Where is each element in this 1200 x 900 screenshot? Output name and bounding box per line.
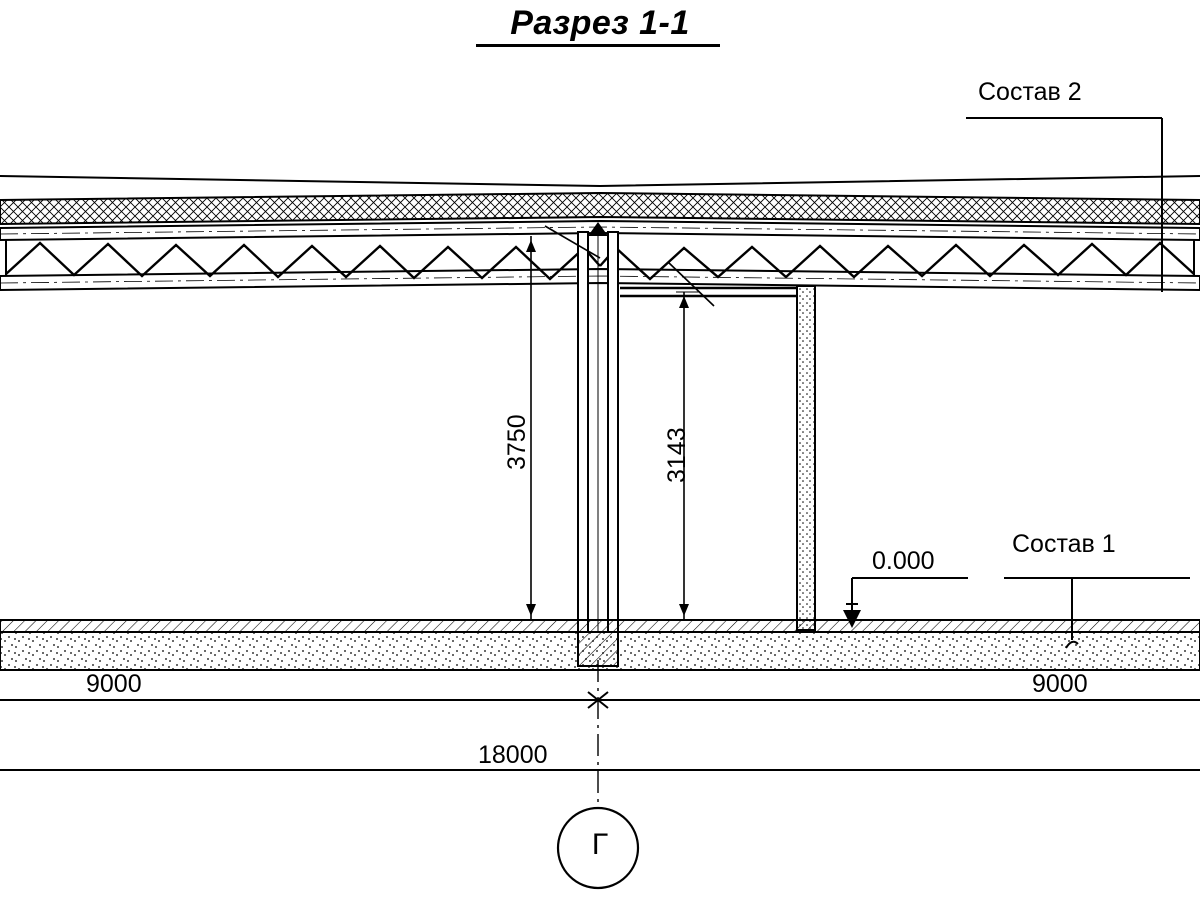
dimension-span-right: 9000 bbox=[1032, 670, 1088, 698]
roof-structure-note: Состав 2 bbox=[978, 78, 1082, 106]
dimension-height-to-eaves: 3143 bbox=[663, 427, 691, 483]
axis-bubble-label: Г bbox=[591, 828, 609, 861]
floor-structure-note: Состав 1 bbox=[1012, 530, 1116, 558]
dimension-span-left: 9000 bbox=[86, 670, 142, 698]
dimension-height-to-ridge: 3750 bbox=[503, 414, 531, 470]
drawing-title: Разрез 1-1 bbox=[510, 4, 690, 42]
title-underline bbox=[476, 44, 720, 47]
dimension-total-span: 18000 bbox=[478, 741, 548, 769]
level-mark-label: 0.000 bbox=[872, 547, 935, 575]
